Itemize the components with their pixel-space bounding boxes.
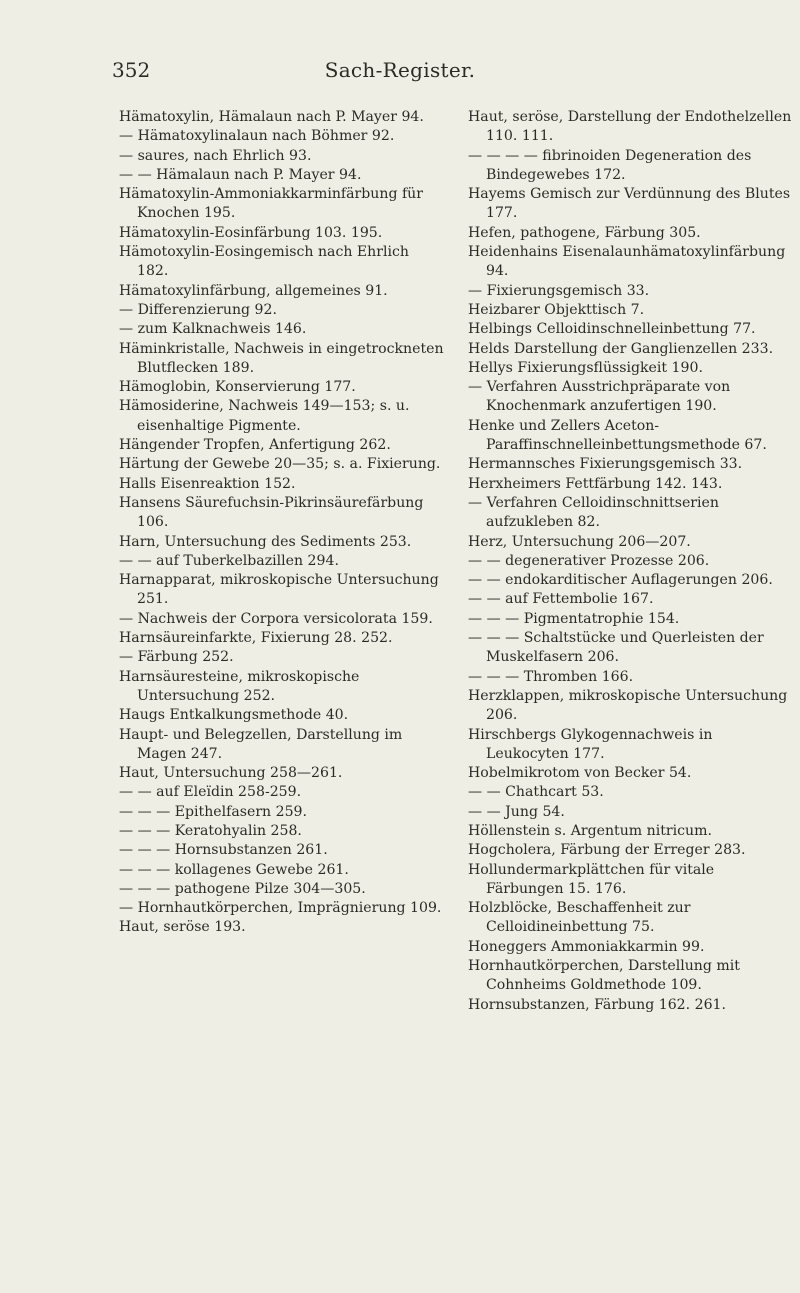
index-entry: — — — — fibrinoiden Degeneration des Bindegewebes 172. <box>468 147 752 183</box>
index-entry: Hirschbergs Glykogennachweis in Leukocyten 177. <box>468 726 713 762</box>
index-entry: Hayems Gemisch zur Verdünnung des Blutes 177. <box>468 186 791 222</box>
index-entry: Höllenstein s. Argentum nitricum. <box>468 822 712 839</box>
index-entry: Haut, seröse, Darstellung der Endothelzellen 110. 111. <box>468 109 792 145</box>
index-entry: — — auf Fettembolie 167. <box>468 591 654 608</box>
index-entry: — — auf Eleïdin 258-259. <box>119 784 302 801</box>
index-entry: — — Jung 54. <box>468 803 565 820</box>
index-entry: Halls Eisenreaktion 152. <box>119 475 296 492</box>
index-entry: — Differenzierung 92. <box>119 301 277 318</box>
index-entry: Harnapparat, mikroskopische Untersuchung 251. <box>119 572 439 608</box>
index-entry: — — — Pigmentatrophie 154. <box>468 610 680 627</box>
index-entry: Holzblöcke, Beschaffenheit zur Celloidineinbettung 75. <box>468 900 691 936</box>
index-entry: — Fixierungsgemisch 33. <box>468 282 650 299</box>
running-title: Sach-Register. <box>324 58 476 82</box>
index-entry: Hermannsches Fixierungsgemisch 33. <box>468 456 743 473</box>
index-entry: Hämosiderine, Nachweis 149—153; s. u. eisenhaltige Pigmente. <box>119 398 410 434</box>
index-entry: Hämatoxylinfärbung, allgemeines 91. <box>119 282 388 299</box>
index-entry: — — — Schaltstücke und Querleisten der Muskelfasern 206. <box>468 630 764 666</box>
index-entry: Hellys Fixierungsflüssigkeit 190. <box>468 359 703 376</box>
index-entry: — Hämatoxylinalaun nach Böhmer 92. <box>119 128 395 145</box>
index-entry: — — — Epithelfasern 259. <box>119 803 307 820</box>
index-entry: — Hornhautkörperchen, Imprägnierung 109. <box>119 900 442 917</box>
index-entry: Henke und Zellers Aceton-Paraffinschnelleinbettungsmethode 67. <box>468 417 767 454</box>
index-entry: Harn, Untersuchung des Sediments 253. <box>119 533 412 550</box>
index-entry: Hansens Säurefuchsin-Pikrinsäurefärbung 106. <box>119 494 424 531</box>
index-entry: — — — Keratohyalin 258. <box>119 822 302 839</box>
index-entry: Harnsäuresteine, mikroskopische Untersuchung 252. <box>119 668 360 704</box>
index-entry: Helds Darstellung der Ganglienzellen 233. <box>468 340 774 357</box>
index-entry: Hämotoxylin-Eosingemisch nach Ehrlich 182. <box>119 244 409 280</box>
index-entry: — — degenerativer Prozesse 206. <box>468 552 710 569</box>
index-entry: Herxheimers Fettfärbung 142. 143. <box>468 475 723 492</box>
index-entry: Haupt- und Belegzellen, Darstellung im Magen 247. <box>119 726 403 762</box>
index-entry: — — — Hornsubstanzen 261. <box>119 842 328 859</box>
index-entry: Helbings Celloidinschnelleinbettung 77. <box>468 321 756 338</box>
index-entry: Herzklappen, mikroskopische Untersuchung 206. <box>468 687 788 724</box>
index-column-left <box>119 108 444 938</box>
index-entry: — — — pathogene Pilze 304—305. <box>119 880 366 897</box>
index-entry: Heidenhains Eisenalaunhämatoxylinfärbung 94. <box>468 244 786 280</box>
page-header <box>0 58 800 88</box>
index-entry: — Verfahren Celloidinschnittserien aufzukleben 82. <box>468 494 719 531</box>
index-entry: Hängender Tropfen, Anfertigung 262. <box>119 437 391 454</box>
index-entry: Haugs Entkalkungsmethode 40. <box>119 707 349 724</box>
index-entry: Haut, seröse 193. <box>119 919 246 936</box>
index-entry: Hämatoxylin-Eosinfärbung 103. 195. <box>119 224 383 241</box>
index-entry: Häminkristalle, Nachweis in eingetrockneten Blutflecken 189. <box>119 340 444 376</box>
index-entry: Hefen, pathogene, Färbung 305. <box>468 224 701 241</box>
index-entry: — Nachweis der Corpora versicolorata 159. <box>119 610 433 627</box>
index-entry: Heizbarer Objekttisch 7. <box>468 301 645 318</box>
index-entry: — zum Kalknachweis 146. <box>119 321 307 338</box>
index-entry: — — — Thromben 166. <box>468 668 634 685</box>
index-entry: — Färbung 252. <box>119 649 234 666</box>
index-entry: Haut, Untersuchung 258—261. <box>119 765 343 782</box>
index-entry: — saures, nach Ehrlich 93. <box>119 147 312 164</box>
index-entry: — — — kollagenes Gewebe 261. <box>119 861 349 878</box>
index-entry: Herz, Untersuchung 206—207. <box>468 533 691 550</box>
index-entry: Hollundermarkplättchen für vitale Färbungen 15. 176. <box>468 861 715 897</box>
index-entry: Hornsubstanzen, Färbung 162. 261. <box>468 996 726 1013</box>
index-entry: — Verfahren Ausstrichpräparate von Knochenmark anzufertigen 190. <box>468 379 731 415</box>
index-entry: Härtung der Gewebe 20—35; s. a. Fixierung. <box>119 456 441 473</box>
index-entry: Hämatoxylin-Ammoniakkarminfärbung für Knochen 195. <box>119 186 423 222</box>
index-entry: Hogcholera, Färbung der Erreger 283. <box>468 842 746 859</box>
page-number: 352 <box>112 58 151 82</box>
index-column-right <box>468 108 793 1015</box>
index-entry: — — Hämalaun nach P. Mayer 94. <box>119 166 362 183</box>
index-entry: Hämatoxylin, Hämalaun nach P. Mayer 94. <box>119 109 424 125</box>
index-entry: Honeggers Ammoniakkarmin 99. <box>468 938 705 955</box>
index-entry: Harnsäureinfarkte, Fixierung 28. 252. <box>119 630 393 647</box>
index-entry: — — auf Tuberkelbazillen 294. <box>119 552 339 569</box>
index-entry: Hornhautkörperchen, Darstellung mit Cohnheims Goldmethode 109. <box>468 958 740 994</box>
index-entry: — — Chathcart 53. <box>468 784 604 801</box>
index-entry: Hobelmikrotom von Becker 54. <box>468 765 692 782</box>
index-entry: — — endokarditischer Auflagerungen 206. <box>468 572 773 589</box>
index-entry: Hämoglobin, Konservierung 177. <box>119 379 356 396</box>
